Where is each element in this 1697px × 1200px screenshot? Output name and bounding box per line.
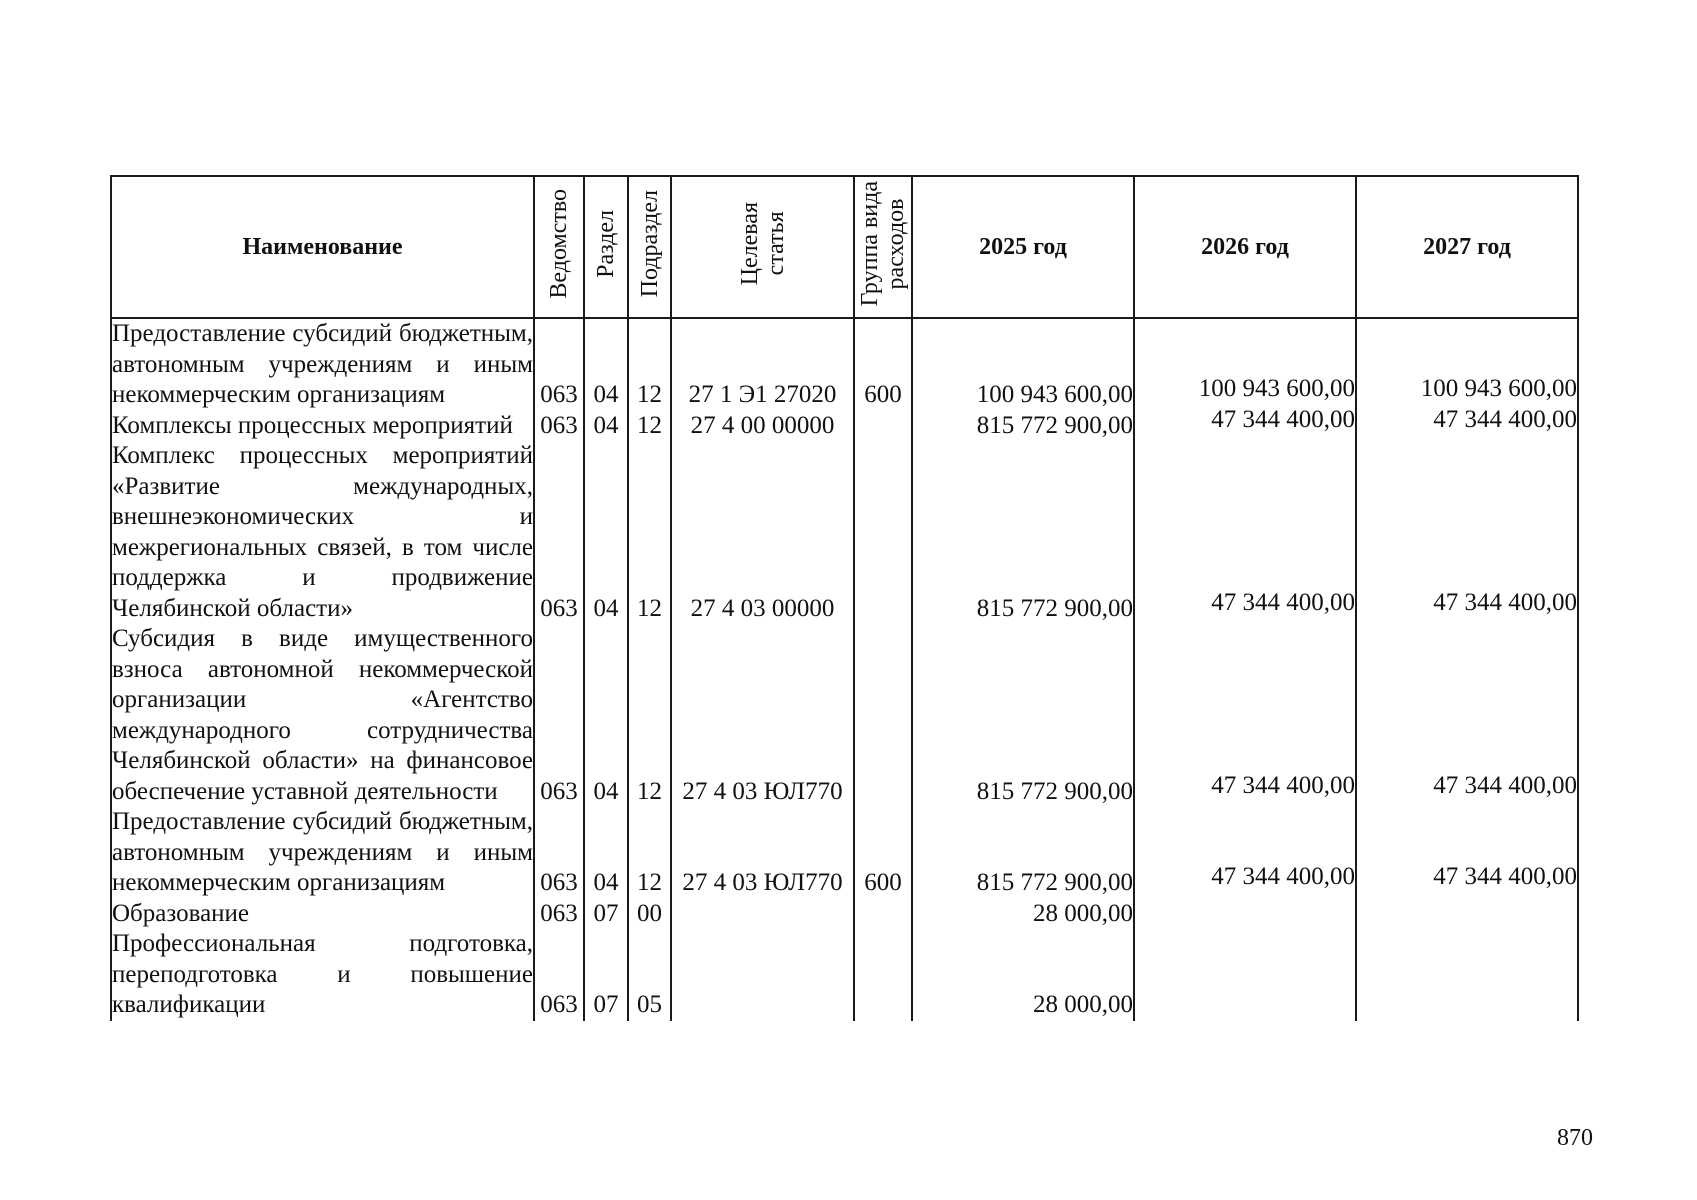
row-name: Комплексы процессных мероприятий bbox=[111, 411, 534, 442]
row-amount-2027: 47 344 400,00 bbox=[1356, 807, 1578, 899]
row-celevaya-statya: 27 4 03 00000 bbox=[671, 441, 854, 624]
row-amount-2027: 47 344 400,00 bbox=[1356, 624, 1578, 807]
header-celevaya-line1: Целевая bbox=[736, 201, 763, 286]
row-razdel: 04 bbox=[584, 411, 628, 442]
row-amount-2026 bbox=[1134, 929, 1356, 1021]
row-amount-2026 bbox=[1134, 899, 1356, 930]
row-amount-2026: 47 344 400,00 bbox=[1134, 807, 1356, 899]
header-celevaya-line2: статья bbox=[762, 211, 789, 276]
row-amount-2025: 28 000,00 bbox=[912, 929, 1134, 1021]
row-amount-2026: 47 344 400,00 bbox=[1134, 441, 1356, 624]
row-amount-2025: 815 772 900,00 bbox=[912, 807, 1134, 899]
table-header bbox=[111, 176, 1578, 318]
header-podrazdel: Подраздел bbox=[628, 176, 671, 318]
row-vedomstvo: 063 bbox=[534, 807, 584, 899]
header-vedomstvo: Ведомство bbox=[534, 176, 584, 318]
row-name: Предоставление субсидий бюджетным, автономным учреждениям и иным некоммерческим организациям bbox=[111, 318, 534, 411]
row-podrazdel: 00 bbox=[628, 899, 671, 930]
row-amount-2026: 47 344 400,00 bbox=[1134, 624, 1356, 807]
row-celevaya-statya: 27 4 00 00000 bbox=[671, 411, 854, 442]
row-vedomstvo: 063 bbox=[534, 899, 584, 930]
row-podrazdel: 12 bbox=[628, 624, 671, 807]
table-row bbox=[111, 441, 1578, 624]
row-name: Субсидия в виде имущественного взноса автономной некоммерческой организации «Агентство международного сотрудничества Челябинской области» на финансовое обеспечение уставной деятельности bbox=[111, 624, 534, 807]
row-name: Комплекс процессных мероприятий «Развитие международных, внешнеэкономических и межрегиональных связей, в том числе поддержка и продвижение Челябинской области» bbox=[111, 441, 534, 624]
header-year-2027: 2027 год bbox=[1356, 176, 1578, 318]
row-podrazdel: 12 bbox=[628, 807, 671, 899]
row-vedomstvo: 063 bbox=[534, 411, 584, 442]
row-gruppa: 600 bbox=[854, 807, 912, 899]
row-amount-2027: 100 943 600,00 bbox=[1356, 318, 1578, 411]
budget-table bbox=[110, 175, 1579, 1021]
header-razdel: Раздел bbox=[584, 176, 628, 318]
row-amount-2025: 28 000,00 bbox=[912, 899, 1134, 930]
row-amount-2025: 815 772 900,00 bbox=[912, 411, 1134, 442]
row-vedomstvo: 063 bbox=[534, 318, 584, 411]
row-amount-2027 bbox=[1356, 899, 1578, 930]
header-year-2026: 2026 год bbox=[1134, 176, 1356, 318]
row-gruppa bbox=[854, 411, 912, 442]
header-celevaya-statya bbox=[671, 176, 854, 318]
row-razdel: 04 bbox=[584, 807, 628, 899]
header-year-2025: 2025 год bbox=[912, 176, 1134, 318]
row-vedomstvo: 063 bbox=[534, 929, 584, 1021]
row-gruppa bbox=[854, 929, 912, 1021]
row-amount-2027: 47 344 400,00 bbox=[1356, 441, 1578, 624]
row-gruppa: 600 bbox=[854, 318, 912, 411]
row-amount-2025: 815 772 900,00 bbox=[912, 624, 1134, 807]
row-amount-2025: 815 772 900,00 bbox=[912, 441, 1134, 624]
table-row bbox=[111, 929, 1578, 1021]
row-amount-2026: 100 943 600,00 bbox=[1134, 318, 1356, 411]
table-row bbox=[111, 318, 1578, 411]
row-vedomstvo: 063 bbox=[534, 441, 584, 624]
row-celevaya-statya: 27 4 03 ЮЛ770 bbox=[671, 807, 854, 899]
row-amount-2026: 47 344 400,00 bbox=[1134, 411, 1356, 442]
header-gruppa-line2: расходов bbox=[883, 198, 909, 289]
row-podrazdel: 12 bbox=[628, 441, 671, 624]
row-celevaya-statya bbox=[671, 899, 854, 930]
row-name: Профессиональная подготовка, переподготовка и повышение квалификации bbox=[111, 929, 534, 1021]
table-row bbox=[111, 899, 1578, 930]
row-amount-2027: 47 344 400,00 bbox=[1356, 411, 1578, 442]
row-vedomstvo: 063 bbox=[534, 624, 584, 807]
row-razdel: 04 bbox=[584, 624, 628, 807]
row-gruppa bbox=[854, 899, 912, 930]
row-razdel: 04 bbox=[584, 441, 628, 624]
page-number: 870 bbox=[1557, 1125, 1593, 1151]
table-row bbox=[111, 807, 1578, 899]
row-name: Предоставление субсидий бюджетным, автономным учреждениям и иным некоммерческим организациям bbox=[111, 807, 534, 899]
row-celevaya-statya: 27 1 Э1 27020 bbox=[671, 318, 854, 411]
header-gruppa-line1: Группа вида bbox=[857, 180, 883, 307]
row-celevaya-statya: 27 4 03 ЮЛ770 bbox=[671, 624, 854, 807]
table-body bbox=[111, 318, 1578, 1021]
row-podrazdel: 12 bbox=[628, 318, 671, 411]
row-razdel: 07 bbox=[584, 899, 628, 930]
row-amount-2025: 100 943 600,00 bbox=[912, 318, 1134, 411]
row-razdel: 04 bbox=[584, 318, 628, 411]
row-amount-2027 bbox=[1356, 929, 1578, 1021]
header-gruppa-vida-rashodov bbox=[854, 176, 912, 318]
row-gruppa bbox=[854, 441, 912, 624]
row-celevaya-statya bbox=[671, 929, 854, 1021]
table-row bbox=[111, 411, 1578, 442]
row-podrazdel: 05 bbox=[628, 929, 671, 1021]
table-row bbox=[111, 624, 1578, 807]
row-podrazdel: 12 bbox=[628, 411, 671, 442]
header-name: Наименование bbox=[111, 176, 534, 318]
row-name: Образование bbox=[111, 899, 534, 930]
row-gruppa bbox=[854, 624, 912, 807]
row-razdel: 07 bbox=[584, 929, 628, 1021]
